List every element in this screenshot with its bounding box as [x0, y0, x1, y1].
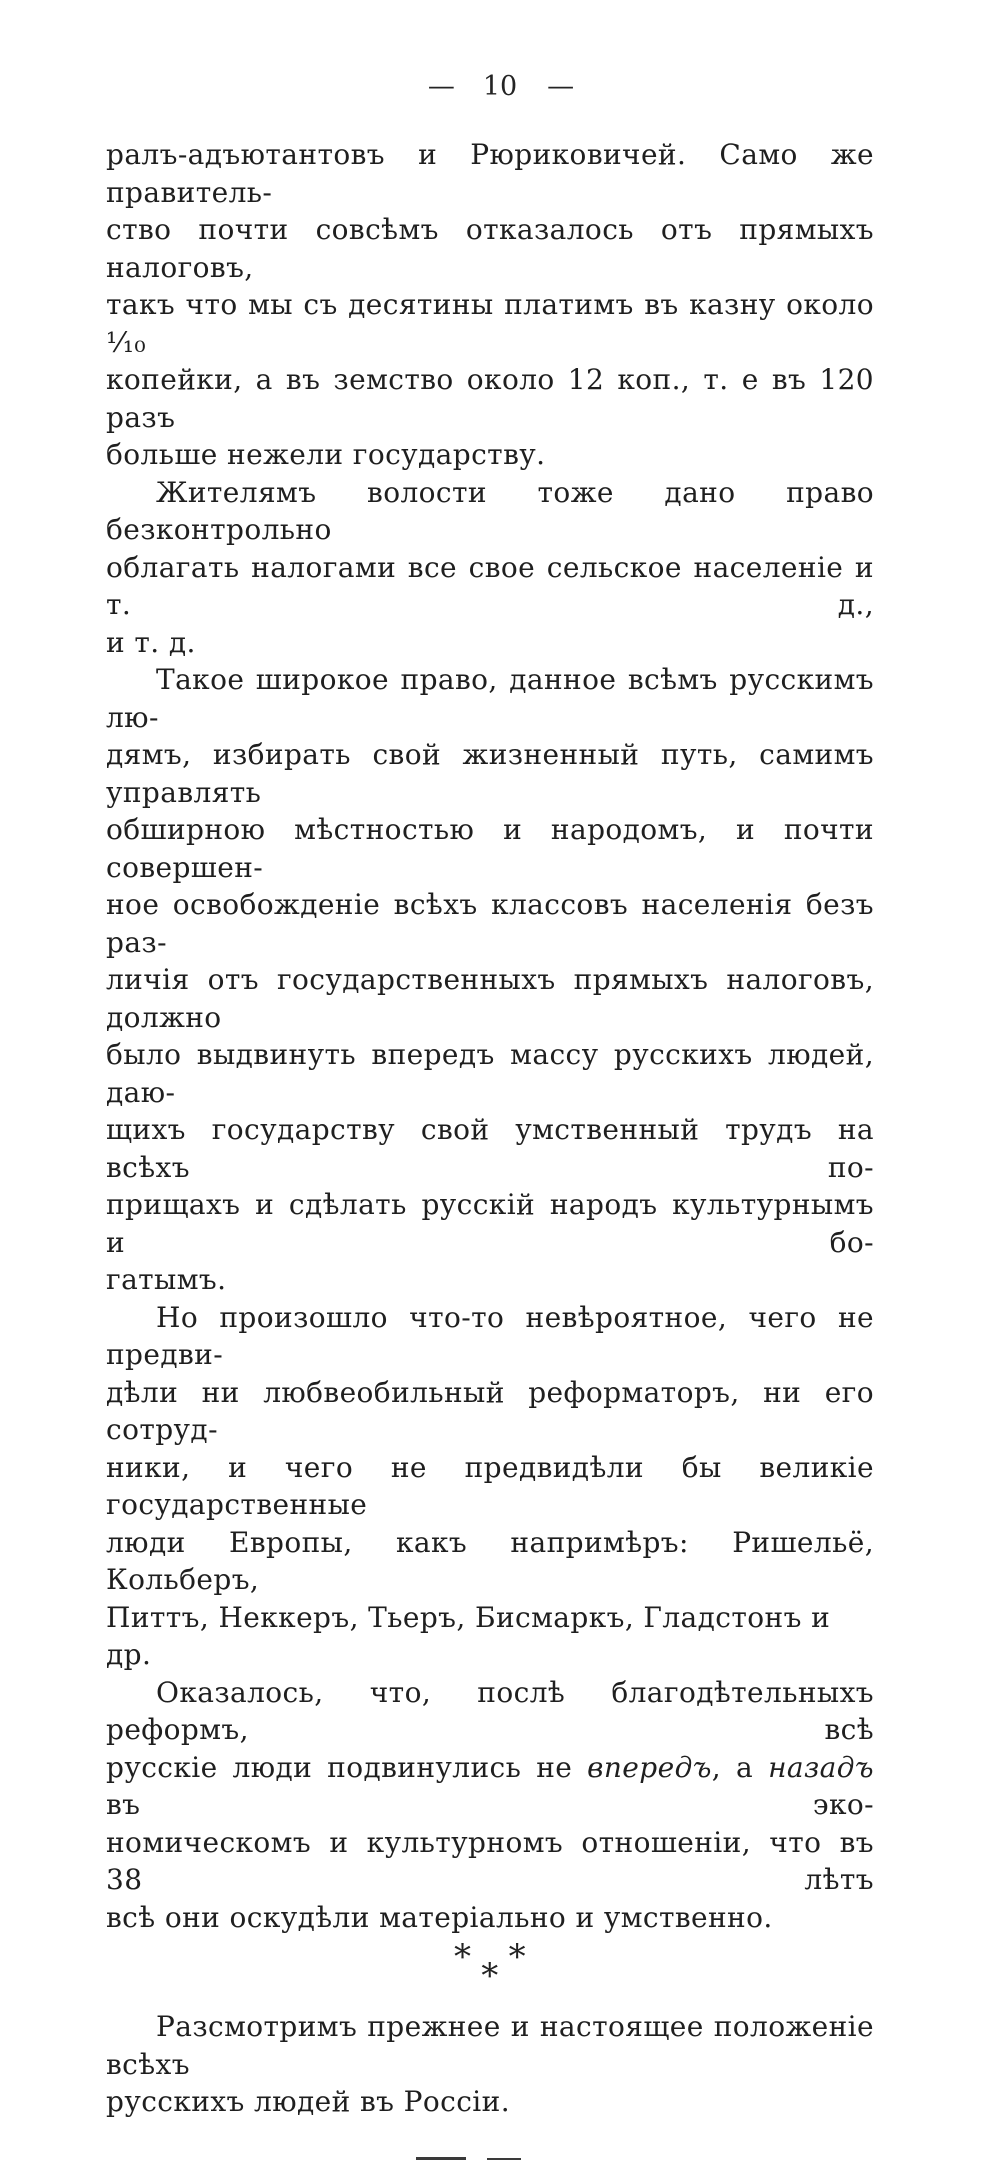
text-run: , а: [711, 1750, 769, 1784]
paragraph: [106, 136, 874, 474]
text-line: [106, 624, 874, 662]
end-of-section-rule: [84, 2157, 852, 2160]
text-line: [106, 661, 874, 736]
text-run: русскіе люди подвинулись не: [106, 1750, 588, 1784]
text-line: [106, 736, 874, 811]
asterisk-icon: *: [454, 1937, 472, 1977]
text-run: люди Европы, какъ напримѣръ: Ришельё, Кольберъ,: [106, 1525, 874, 1596]
text-line: [106, 1036, 874, 1111]
text-run: больше нежели государству.: [106, 438, 546, 471]
header-right-dash: —: [547, 71, 573, 102]
text-run: щихъ государству свой умственный трудъ на всѣхъ по-: [106, 1113, 874, 1184]
asterisk-icon: *: [481, 1956, 499, 1996]
text-line: [106, 1824, 874, 1899]
text-line: [106, 1524, 874, 1599]
text-line: [106, 1299, 874, 1374]
page-body: [106, 136, 874, 2160]
rule-dash: [416, 2157, 466, 2160]
text-run: Разсмотримъ прежнее и настоящее положеніе всѣхъ: [106, 2010, 874, 2081]
text-line: [106, 2083, 874, 2121]
text-line: [106, 1599, 874, 1674]
asterisk-separator: [454, 1937, 526, 1996]
text-line: [106, 136, 874, 211]
text-run: копейки, а въ земство около 12 коп., т. е въ 120 разъ: [106, 363, 874, 434]
text-run: Жителямъ волости тоже дано право безконтрольно: [106, 475, 874, 546]
paragraph: [106, 2008, 874, 2121]
paragraph: [106, 661, 874, 1299]
text-run: личія отъ государственныхъ прямыхъ налоговъ, должно: [106, 963, 874, 1034]
text-run: такъ что мы съ десятины платимъ въ казну около ¹⁄₁₀: [106, 288, 874, 359]
text-line: [106, 811, 874, 886]
text-line: [106, 1749, 874, 1824]
text-run: Но произошло что-то невѣроятное, чего не предви-: [106, 1300, 874, 1371]
text-line: [106, 1186, 874, 1261]
paragraph: [106, 1299, 874, 1674]
asterisk-icon: *: [508, 1937, 526, 1977]
text-run: номическомъ и культурномъ отношеніи, что въ 38 лѣтъ: [106, 1825, 874, 1896]
text-line: [106, 1111, 874, 1186]
text-line: [106, 1261, 874, 1299]
text-line: [106, 549, 874, 624]
text-run: ство почти совсѣмъ отказалось отъ прямыхъ налоговъ,: [106, 213, 874, 284]
text-run: русскихъ людей въ Россіи.: [106, 2085, 511, 2118]
text-run: ралъ-адъютантовъ и Рюриковичей. Само же правитель-: [106, 138, 874, 209]
text-run: Такое широкое право, данное всѣмъ русскимъ лю-: [106, 663, 874, 734]
header-left-dash: —: [427, 71, 453, 102]
page-number: 10: [482, 71, 518, 102]
text-line: [106, 286, 874, 361]
text-run: облагать налогами все свое сельское населеніе и т. д.,: [106, 550, 874, 621]
text-run: дѣли ни любвеобильный реформаторъ, ни его сотруд-: [106, 1375, 874, 1446]
text-run: обширною мѣстностью и народомъ, и почти совершен-: [106, 813, 874, 884]
text-run: гатымъ.: [106, 1263, 227, 1296]
text-run: всѣ они оскудѣли матеріально и умственно.: [106, 1900, 773, 1934]
text-run: дямъ, избирать свой жизненный путь, самимъ управлять: [106, 738, 874, 809]
page-header: [0, 72, 1000, 102]
text-line: [106, 886, 874, 961]
text-line: [106, 2008, 874, 2083]
text-line: [106, 211, 874, 286]
italic-text-run: впередъ: [587, 1750, 712, 1784]
text-line: [106, 1374, 874, 1449]
text-line: [106, 361, 874, 436]
text-run: и т. д.: [106, 625, 196, 659]
text-line: [106, 474, 874, 549]
text-line: [106, 961, 874, 1036]
text-run: въ эко-: [106, 1788, 874, 1821]
text-line: [106, 1449, 874, 1524]
text-run: было выдвинуть впередъ массу русскихъ людей, даю-: [106, 1038, 874, 1109]
text-run: прищахъ и сдѣлать русскій народъ культурнымъ и бо-: [106, 1188, 874, 1259]
text-line: [106, 1899, 874, 1937]
text-line: [106, 1674, 874, 1749]
text-run: ное освобожденіе всѣхъ классовъ населенія безъ раз-: [106, 888, 874, 959]
paragraph: [106, 1674, 874, 1937]
text-run: Питтъ, Неккеръ, Тьеръ, Бисмаркъ, Гладстонъ и др.: [106, 1600, 831, 1671]
text-line: [106, 436, 874, 474]
paragraph: [106, 474, 874, 662]
text-run: Оказалось, что, послѣ благодѣтельныхъ реформъ, всѣ: [106, 1675, 874, 1746]
text-run: ники, и чего не предвидѣли бы великіе государственные: [106, 1450, 874, 1521]
italic-text-run: назадъ: [768, 1750, 874, 1784]
rule-dash: [487, 2158, 521, 2160]
